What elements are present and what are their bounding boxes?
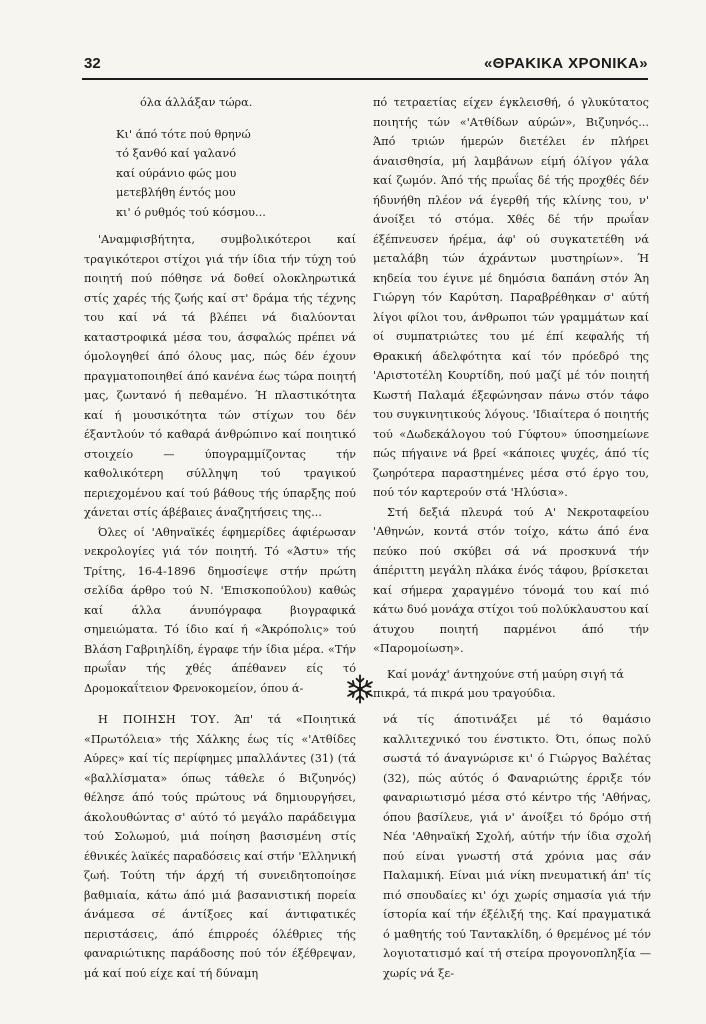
poem-line: καί ούράνιο φώς μου: [116, 166, 237, 180]
paragraph: πό τετραετίας είχεν έγκλεισθή, ό γλυκύτατος ποιητής τών «'Ατθίδων αύρών», Βιζυηνός... Άπό τριών ήμερών διετέλει έν πλήρει άναισθησία, μή λαμβάνων είμή όλίγον γάλα καί ζωμόν. Άπό τής πρωΐας δέ τής προχθές δέν ήδυνήθη πλέον νά έγερθή τής κλίνης του, ν' άνοίξει τό στόμα. Χθές δέ τήν πρωΐαν έξέπνευσεν ήρέμα, άφ' ού συγκατετέθη νά μεταλάβη τών άχράντων μυστηρίων». Ή κηδεία του έγινε μέ δημόσια δαπάνη στόν Άη Γιώργη τόν Καρύτση. Παραβρέθηκαν σ' αύτή λίγοι φίλοι του, άνθρωποι τών γραμμάτων καί οί συμπατριώτες του μέ έπί κεφαλής τή Θρακική άδελφότητα καί τόν πρόεδρό της 'Αριστοτέλη Κουρτίδη, πού μαζί μέ τόν ποιητή Κωστή Παλαμά έξεφώνησαν πάνω στόν τάφο του συγκινητικούς λόγους. 'Ιδιαίτερα ό ποιητής τού «Δωδεκάλογου τού Γύφτου» ύποσημείωνε πώς πήγαινε νά βρεί «κάποιες ψυχές, άπό τίς ζωηρότερα παραστημένες μέσα στό έργο του, πού τόν καρτερούν στά 'Ηλύσια».: [373, 96, 649, 499]
column-top-left: [84, 93, 356, 698]
paragraph: Άπ' τά «Ποιητικά «Πρωτόλεια» τής Χάλκης έως τίς «'Ατθίδες Αύρες» καί τίς περίφημες μπαλλάντες (31) (τά «βαλλίσματα» όπως τάθελε ό Βιζυηνός) θέλησε άπό τούς πρώτους νά δημιουργήσει, άκολουθώντας σ' αύτό τό μεγάλο παράδειγμα τού Σολωμού, μιά ποίηση βασισμένη στίς έθνικές λαϊκές παραδόσεις καί στήν 'Ελληνική ζωή. Τούτη τήν άρχή τή συνειδητοποίησε βαθμιαία, κάτω άπό μιά βασανιστική πορεία άνάμεσα σέ άντίξοες καί άντιφατικές περιστάσεις, άπό έπιρροές όλέθριες τής φαναριώτικης παράδοσης πού τόν έξέθρεψαν, μά καί πού είχε καί τή δύναμη: [84, 713, 357, 980]
poem-line: τό ξανθό καί γαλανό: [116, 147, 237, 160]
poem-stanza: [116, 125, 356, 223]
snowflake-ornament-icon: [343, 672, 377, 706]
section-heading: Η ΠΟΙΗΣΗ ΤΟΥ.: [98, 713, 220, 726]
column-bottom-right: [383, 710, 651, 983]
column-top-right: [373, 93, 649, 704]
paragraph: νά τίς άποτινάξει μέ τό θαμάσιο καλλιτεχνικό του ένστικτο. Ότι, όπως πολύ σωστά τό άναγνώρισε κι' ό Γιώργος Βαλέτας (32), πώς αύτός ό Φαναριώτης έρριξε τόν φαναριωτισμό μέσα στό κέντρο τής 'Αθήνας, όπου βασίλευε, γιά ν' άνοίξει τό δρόμο στή Νέα 'Αθηναϊκή Σχολή, αύτήν τήν ίδια σχολή πού είναι γνωστή στά χρόνια μας σάν Παλαμική. Είναι μιά νίκη πνευματική άπ' τίς πιό σπουδαίες κι' όχι χωρίς σημασία γιά τήν ίστορία καί τήν έξέλιξή της. Καί πραγματικά ό μαθητής τού Ταντακλίδη, ό θρεμένος μέ τόν λογιοτατισμό καί τή στείρα προγονοπληξία — χωρίς νά ξε-: [383, 713, 651, 980]
poem-line: μετεβλήθη έντός μου: [116, 186, 236, 199]
running-title: «ΘΡΑΚΙΚΑ ΧΡΟΝΙΚΑ»: [483, 55, 648, 72]
paragraph: Στή δεξιά πλευρά τού Α' Νεκροταφείου 'Αθηνών, κοντά στόν τοίχο, κάτω άπό ένα πεύκο πού σκύβει σά νά προσκυνά τήν άπέριττη μεγάλη πλάκα ένός τάφου, βρίσκεται καί σήμερα χαραγμένο τόνομά του καί πιό κάτω δυό μονάχα στίχοι τού πολύκλαυστου καί άτυχου ποιητή παρμένοι άπό τήν «Παρομοίωση».: [373, 505, 649, 655]
paragraph: Όλες οί 'Αθηναϊκές έφημερίδες άφιέρωσαν νεκρολογίες γιά τόν ποιητή. Τό «Άστυ» τής Τρίτης, 16-4-1896 δημοσίεψε στήν πρώτη σελίδα άρθρο τού Ν. 'Επισκοπούλου) καθώς καί άλλα άνυπόγραφα βιογραφικά σημειώματα. Τό ίδιο καί ή «Άκρόπολις» τού Βλάση Γαβριηλίδη, έγραφε τήν ίδια μέρα. «Τήν πρωΐαν τής χθές άπέθανεν είς τό Δρομοκαΐτειον Φρενοκομείον, όπου ά-: [84, 525, 356, 695]
quoted-verse: Καί μονάχ' άντηχούνε στή μαύρη σιγή τά πικρά, τά πικρά μου τραγούδια.: [373, 667, 624, 700]
poem-line: κι' ό ρυθμός τού κόσμου...: [116, 205, 266, 219]
column-bottom-left: [84, 710, 356, 983]
header-rule: [82, 78, 648, 80]
page-number: 32: [84, 55, 101, 72]
poem-line: Κι' άπό τότε πού θρηνώ: [116, 127, 251, 141]
paragraph: 'Αναμφισβήτητα, συμβολικότεροι καί τραγικότεροι στίχοι γιά τήν ίδια τήν τύχη τού ποιητή πού πόθησε νά δοθεί ολοκληρωτικά στίς χαρές τής ζωής καί στ' δράμα τής τέχνης του καί νά τά βλέπει νά διαλύονται καταστροφικά μέσα του, άσφαλώς πρέπει νά όμολογηθεί άπό όλους μας, πώς δέν έχουν πραγματοποιηθεί άπό κανένα έως τώρα ποιητή μας, ζωντανό ή πεθαμένο. Ή πλαστικότητα καί ή μουσικότητα τών στίχων του δέν έξαντλούν τό καθαρά άνθρώπινο καί ποιητικό στοιχείο — ύπογραμμίζοντας τήν καθολικότερη σύλληψη τού τραγικού περιεχομένου καί τού βάθους τής ύπαρξης πού χάνεται στίς άβέβαιες άναζητήσεις της...: [84, 233, 356, 519]
continuation-line: όλα άλλάξαν τώρα.: [140, 96, 253, 109]
